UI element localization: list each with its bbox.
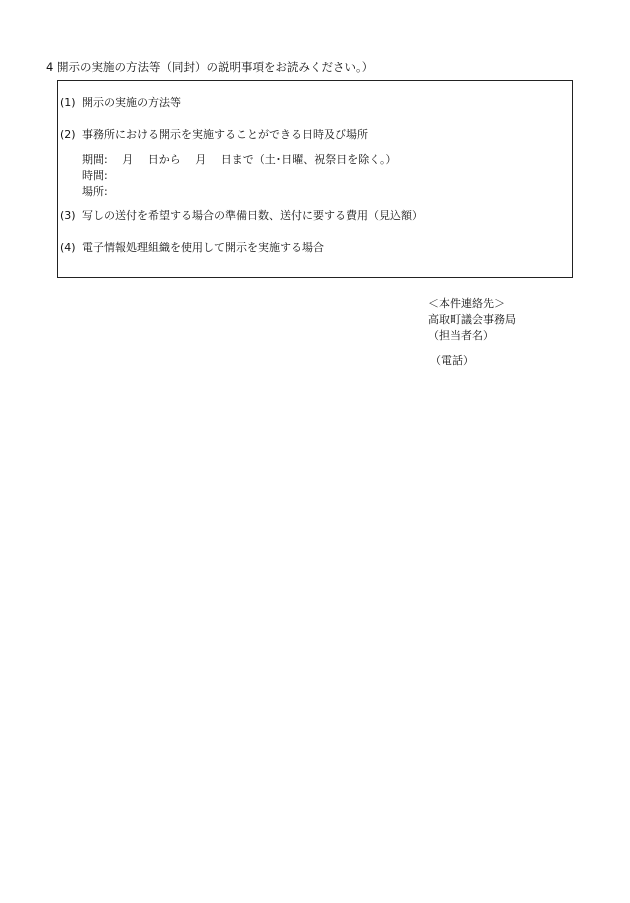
contact-block: [428, 296, 516, 344]
list-item: [60, 209, 423, 222]
item-number: (1): [60, 96, 76, 109]
contact-phone: （電話）: [430, 354, 474, 367]
item-text: 開示の実施の方法等: [82, 96, 181, 109]
item-number: (4): [60, 241, 76, 254]
section-heading: 4 開示の実施の方法等（同封）の説明事項をお読みください。）: [46, 60, 374, 74]
schedule-time: 時間:: [82, 169, 108, 182]
contact-person: （担当者名）: [428, 329, 494, 342]
contact-title: ＜本件連絡先＞: [428, 297, 505, 310]
item-number: (2): [60, 128, 76, 141]
item-text: 事務所における開示を実施することができる日時及び場所: [82, 128, 368, 141]
list-item: [60, 241, 324, 254]
item-text: 電子情報処理組織を使用して開示を実施する場合: [82, 241, 324, 254]
list-item: [60, 128, 368, 141]
schedule-period: 期間: 月 日から 月 日まで（土･日曜、祝祭日を除く。）: [82, 153, 397, 166]
item-text: 写しの送付を希望する場合の準備日数、送付に要する費用（見込額）: [82, 209, 423, 222]
contact-office: 高取町議会事務局: [428, 313, 516, 326]
list-item: [60, 96, 181, 109]
schedule-place: 場所:: [82, 185, 108, 198]
item-number: (3): [60, 209, 76, 222]
